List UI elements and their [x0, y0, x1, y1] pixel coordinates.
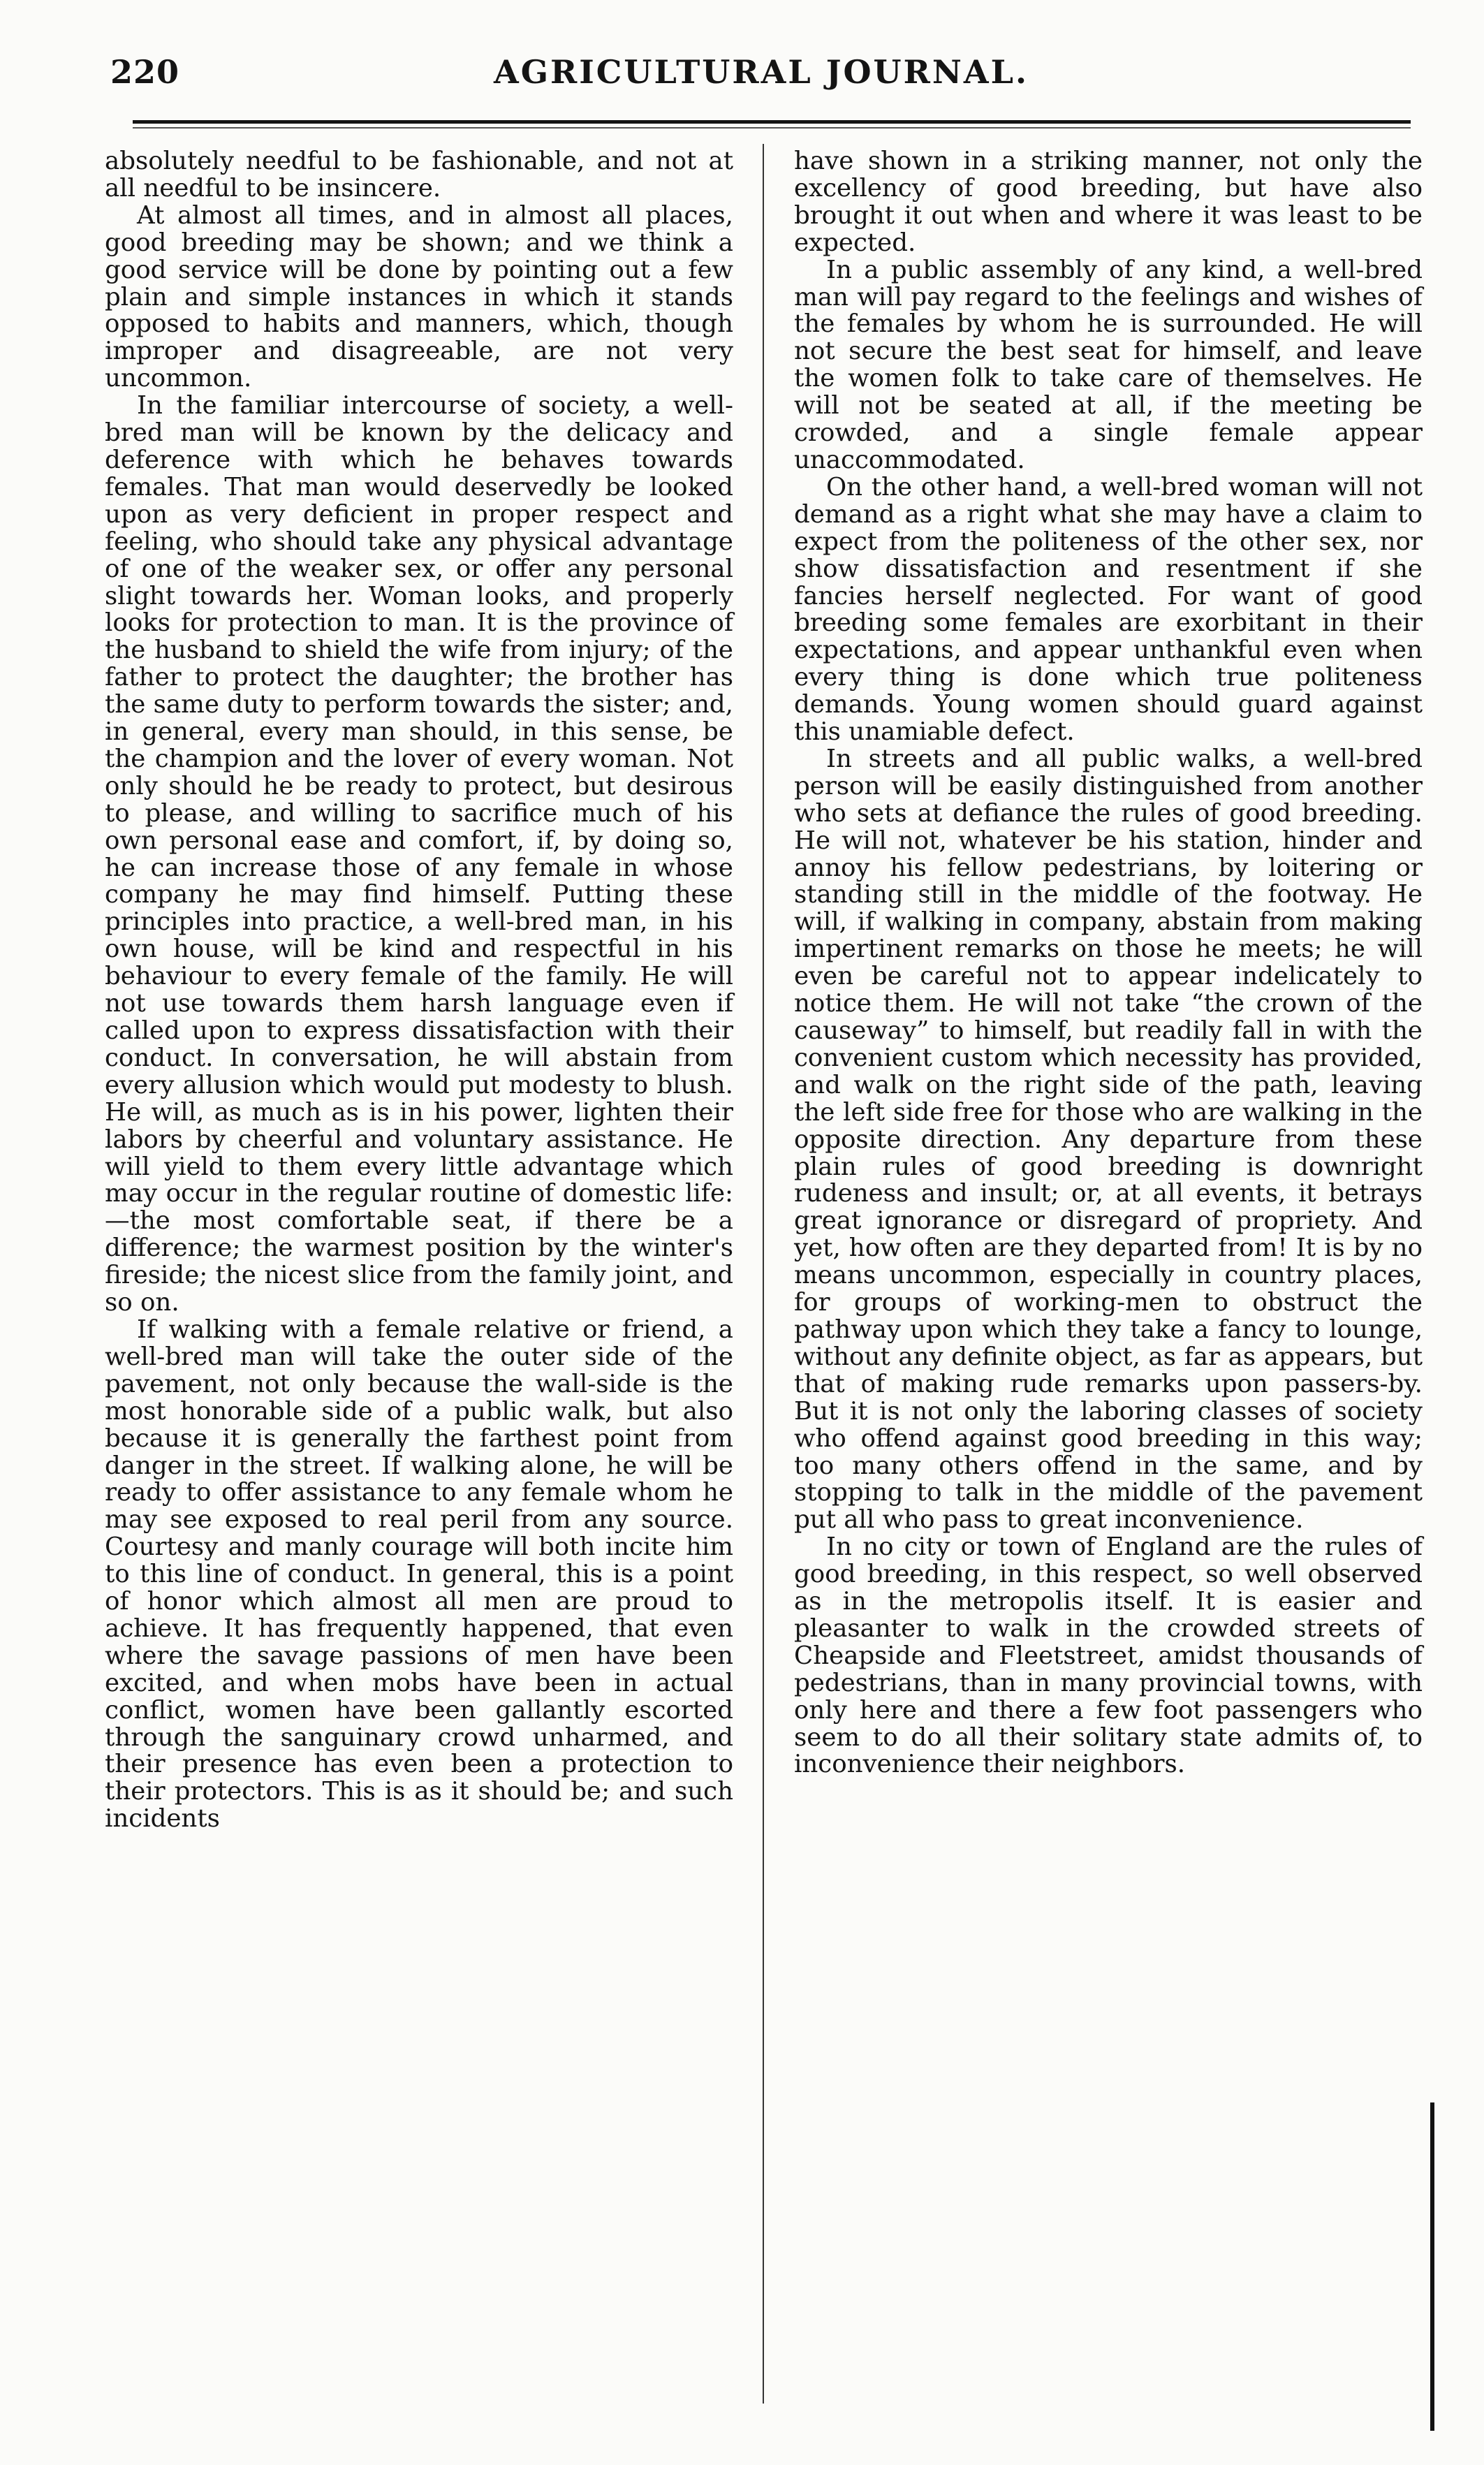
- running-head: AGRICULTURAL JOURNAL.: [494, 53, 1029, 91]
- page-number: 220: [110, 53, 180, 91]
- column-divider: [763, 144, 764, 2404]
- paragraph-continued: absolutely needful to be fashionable, and not at all needful to be insincere.: [105, 147, 733, 203]
- paragraph: In a public assembly of any kind, a well-bred man will pay regard to the feelings and wishes of the females by whom he is surrounded. He will not secure the best seat for himself, and leave the women folk to take care of themselves. He will not be seated at all, if the meeting be crowded, and a single female appear unaccommodated.: [794, 255, 1423, 474]
- paragraph: On the other hand, a well-bred woman will not demand as a right what she may have a claim to expect from the politeness of the other sex, nor show dissatisfaction and resentment if she fancies herself neglected. For want of good breeding some females are exorbitant in their expectations, and appear unthankful even when every thing is done which true politeness demands. Young women should guard against this unamiable defect.: [794, 472, 1423, 747]
- paragraph: In no city or town of England are the rules of good breeding, in this respect, so well observed as in the metropolis itself. It is easier and pleasanter to walk in the crowded streets of Cheapside and Fleetstreet, amidst thousands of pedestrians, than in many provincial towns, with only here and there a few foot passengers who seem to do all their solitary state admits of, to inconvenience their neighbors.: [794, 1533, 1423, 1779]
- header-rule-thin: [133, 127, 1411, 129]
- page-edge-mark: [1430, 2102, 1434, 2431]
- left-column: [105, 148, 733, 1833]
- paragraph: In the familiar intercourse of society, a well-bred man will be known by the delicacy and deference with which he behaves towards females. That man would deservedly be looked upon as very deficient in proper respect and feeling, who should take any physical advantage of one of the weaker sex, or offer any personal slight towards her. Woman looks, and properly looks for protection to man. It is the province of the husband to shield the wife from injury; of the father to protect the daughter; the brother has the same duty to perform towards the sister; and, in general, every man should, in this sense, be the champion and the lover of every woman. Not only should he be ready to protect, but desirous to please, and willing to sacrifice much of his own personal ease and comfort, if, by doing so, he can increase those of any female in whose company he may find himself. Putting these principles into practice, a well-bred man, in his own house, will be kind and respectful in his behaviour to every female of the family. He will not use towards them harsh language even if called upon to express dissatisfaction with their conduct. In conversation, he will abstain from every allusion which would put modesty to blush. He will, as much as is in his power, lighten their labors by cheerful and voluntary assistance. He will yield to them every little advantage which may occur in the regular routine of domestic life:—the most comfortable seat, if there be a difference; the warmest position by the winter's fireside; the nicest slice from the family joint, and so on.: [105, 391, 733, 1317]
- page-header: [105, 53, 1418, 109]
- paragraph: In streets and all public walks, a well-bred person will be easily distinguished from another who sets at defiance the rules of good breeding. He will not, whatever be his station, hinder and annoy his fellow pedestrians, by loitering or standing still in the middle of the footway. He will, if walking in company, abstain from making impertinent remarks on those he meets; he will even be careful not to appear indelicately to notice them. He will not take “the crown of the causeway” to himself, but readily fall in with the convenient custom which necessity has provided, and walk on the right side of the path, leaving the left side free for those who are walking in the opposite direction. Any departure from these plain rules of good breeding is downright rudeness and insult; or, at all events, it betrays great ignorance or disregard of propriety. And yet, how often are they departed from! It is by no means uncommon, especially in country places, for groups of working-men to obstruct the pathway upon which they take a fancy to lounge, without any definite object, as far as appears, but that of making rude remarks upon passers-by. But it is not only the laboring classes of society who offend against good breeding in this way; too many others offend in the same, and by stopping to talk in the middle of the pavement put all who pass to great inconvenience.: [794, 744, 1423, 1535]
- right-column: [794, 148, 1423, 1778]
- header-rule: [133, 120, 1411, 124]
- paragraph-continued: have shown in a striking manner, not only the excellency of good breeding, but have also brought it out when and where it was least to be expected.: [794, 147, 1423, 257]
- paragraph: At almost all times, and in almost all places, good breeding may be shown; and we think a good service will be done by pointing out a few plain and simple instances in which it stands opposed to habits and manners, which, though improper and disagreeable, are not very uncommon.: [105, 200, 733, 393]
- paragraph: If walking with a female relative or friend, a well-bred man will take the outer side of the pavement, not only because the wall-side is the most honorable side of a public walk, but also because it is generally the farthest point from danger in the street. If walking alone, he will be ready to offer assistance to any female whom he may see exposed to real peril from any source. Courtesy and manly courage will both incite him to this line of conduct. In general, this is a point of honor which almost all men are proud to achieve. It has frequently happened, that even where the savage passions of men have been excited, and when mobs have been in actual conflict, women have been gallantly escorted through the sanguinary crowd unharmed, and their presence has even been a protection to their protectors. This is as it should be; and such incidents: [105, 1315, 733, 1834]
